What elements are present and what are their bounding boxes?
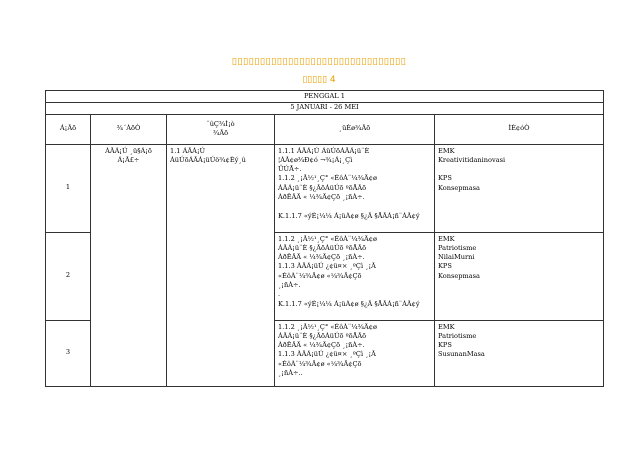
notes-cell <box>435 144 604 232</box>
notes-line: KPS <box>438 341 452 350</box>
notes-line: Patriotisme <box>438 331 477 340</box>
notes-line: Konsepmasa <box>438 271 480 280</box>
notes-line: KPS <box>438 174 452 183</box>
standard-line: ¸¡ñÀ÷. <box>278 281 301 290</box>
standard-line: ÁÃÁ¡ü¨È §¿ÃõÁüÚõ ºõÅÃõ <box>278 183 367 192</box>
notes-line: KPS <box>438 262 452 271</box>
standard-line: K.1.1.7 «ýÉ¡¼¼ Á¡üÀ¢ø §¿Ã §ÅÃÁ¡ñ¨ÁÂ¢ý <box>278 299 420 308</box>
notes-line: SusunanMasa <box>438 350 485 359</box>
standard-line: 1.1.1 ÁÃÁ¡Ú ÁüÚõÁÃÁ¡ü¨È <box>278 146 370 155</box>
notes-cell <box>435 320 604 386</box>
standard-line: ÀðÊÂÄ « ¼¾Ä¢Çõ ¸¡ñÀ÷. <box>278 193 365 202</box>
column-header-week: Á¡Ãõ <box>46 114 91 144</box>
week-cell: 3 <box>46 320 91 386</box>
standard-line: ¦ÀÂ¢ø¾Ð¢ó ¬¾¡Á¡¸Çì <box>278 155 353 164</box>
standard-line: K.1.1.7 «ýÉ¡¼¼ Á¡üÀ¢ø §¿Ã §ÅÃÁ¡ñ¨ÁÂ¢ý <box>278 211 420 220</box>
document-heading: ▯▯▯▯▯▯▯▯▯▯▯▯▯▯▯▯▯▯▯▯▯▯▯▯▯▯▯▯▯▯▯ <box>231 56 407 67</box>
topic-line: ÁüÚõÁÃÁ¡üÚö¾¢Èý¸û <box>170 155 246 164</box>
theme-cell <box>91 144 167 386</box>
notes-cell <box>435 232 604 320</box>
column-header-topic-line2: ¾Ãõ <box>212 129 229 138</box>
standard-line: 1.1.2 ¸¡Ã½¹¸Ç° «ÉôÀ¨¼¾Ä¢ø <box>278 322 377 331</box>
column-header-topic <box>167 114 275 144</box>
standard-cell <box>275 320 435 386</box>
column-header-topic-line1: ¨ûÇ¾Ì¡ò <box>206 119 235 128</box>
notes-line: NilaiMurni <box>438 253 475 262</box>
yearly-plan-table <box>45 90 604 387</box>
column-header-theme: ¾´ÀõÒ <box>91 114 167 144</box>
standard-line: 1.1.3 ÀÃÁ¡üÚ ¿¢ü¤× ¸ºÇì ¸¡Ã <box>278 350 376 359</box>
notes-line: Konsepmasa <box>438 183 480 192</box>
standard-line: 1.1.3 ÀÃÁ¡üÚ ¿¢ü¤× ¸ºÇì ¸¡Ã <box>278 262 376 271</box>
week-cell: 2 <box>46 232 91 320</box>
term-title <box>46 91 604 115</box>
standard-line: ÀðÊÂÄ « ¼¾Ä¢Çõ ¸¡ñÀ÷. <box>278 253 365 262</box>
notes-line: EMK <box>438 322 455 331</box>
theme-line: ÀÃÁ¡Ú ¸ü§Á¡õ <box>105 146 152 155</box>
standard-cell <box>275 144 435 232</box>
standard-line: 1.1.2 ¸¡Ã½¹¸Ç° «ÉôÀ¨¼¾Ä¢ø <box>278 174 377 183</box>
standard-line: ÜÚÅ÷. <box>278 165 302 174</box>
table-row <box>46 144 604 232</box>
table-header-row <box>46 114 604 144</box>
topic-line: 1.1 ÁÃÁ¡Ú <box>170 146 206 155</box>
standard-cell <box>275 232 435 320</box>
standard-line: «ÉôÀ¨¼¾Ä¢ø «¼¾Ä¢Çõ <box>278 271 362 280</box>
standard-line: ÁÃÁ¡ü¨È §¿ÃõÁüÚõ ºõÅÃõ <box>278 331 367 340</box>
column-header-notes: ÌÈ¢óÒ <box>435 114 604 144</box>
topic-cell <box>167 144 275 386</box>
standard-line: ÁÃÁ¡ü¨È §¿ÃõÁüÚõ ºõÅÃõ <box>278 243 367 252</box>
document-subheading: ▯▯▯▯▯ 4 <box>302 75 336 85</box>
week-cell: 1 <box>46 144 91 232</box>
notes-line: Kreativitidaninovasi <box>438 155 506 164</box>
standard-line: ¸¡ñÀ÷.. <box>278 369 303 378</box>
standard-line: ÀðÊÂÄ « ¼¾Ä¢Çõ ¸¡ñÀ÷. <box>278 341 365 350</box>
standard-line: «ÉôÀ¨¼¾Ä¢ø «¼¾Ä¢Çõ <box>278 359 362 368</box>
theme-line: Á¡Ã£÷ <box>117 155 140 164</box>
notes-line: Patriotisme <box>438 243 477 252</box>
term-dates: 5 JANUARI - 26 MEI <box>290 103 359 112</box>
notes-line: EMK <box>438 146 455 155</box>
notes-line: EMK <box>438 234 455 243</box>
standard-line <box>278 202 431 211</box>
table-title-row <box>46 91 604 115</box>
term-name: PENGGAL 1 <box>304 92 345 100</box>
standard-line: . <box>278 290 281 299</box>
standard-line: 1.1.2 ¸¡Ã½¹¸Ç° «ÉôÀ¨¼¾Ä¢ø <box>278 234 377 243</box>
column-header-standard: ¸üÈø¾Ãõ <box>275 114 435 144</box>
notes-line <box>438 165 600 174</box>
